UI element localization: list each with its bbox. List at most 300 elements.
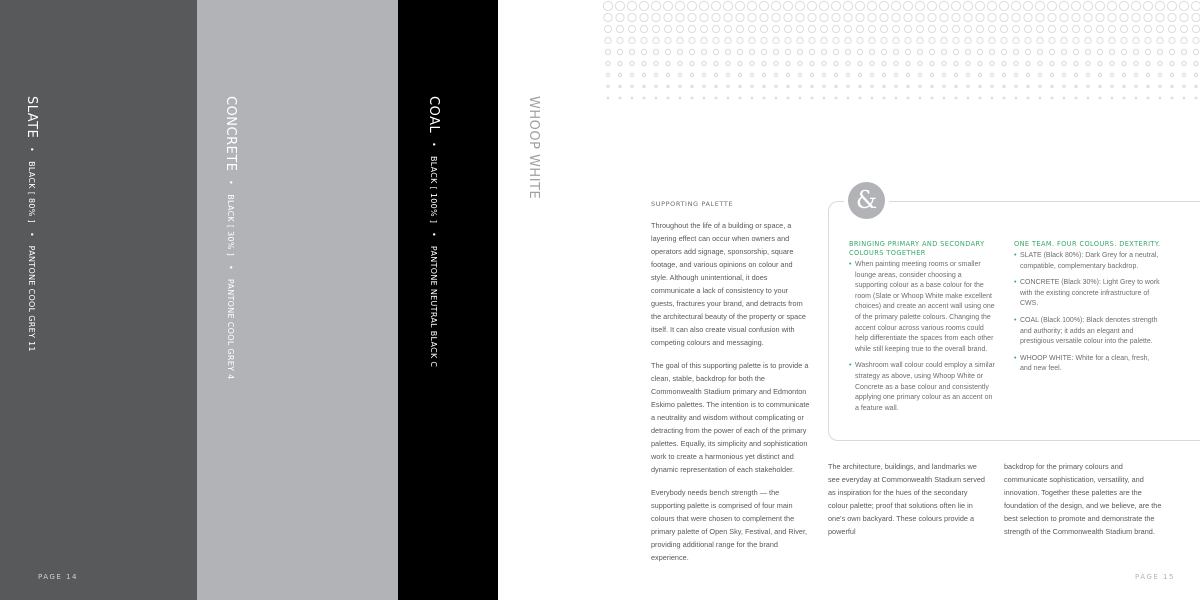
pattern-dot: [1179, 1, 1188, 10]
pattern-dot: [641, 37, 647, 43]
pattern-dot: [773, 49, 778, 54]
pattern-dot: [666, 73, 669, 76]
pattern-dot: [796, 13, 804, 21]
pattern-dot: [1111, 85, 1113, 87]
pattern-dot: [907, 85, 909, 87]
pattern-dot: [881, 49, 886, 54]
pattern-dot: [640, 13, 648, 21]
pattern-dot: [1194, 73, 1197, 76]
pattern-dot: [1193, 37, 1199, 43]
pattern-dot: [775, 97, 777, 99]
pattern-dot: [654, 73, 657, 76]
pattern-dot: [760, 13, 768, 21]
pattern-dot: [1050, 73, 1053, 76]
pattern-dot: [919, 85, 921, 87]
pattern-dot: [1096, 13, 1104, 21]
pattern-dot: [655, 97, 657, 99]
pattern-dot: [859, 97, 861, 99]
pattern-dot: [676, 13, 684, 21]
pattern-dot: [1171, 97, 1173, 99]
pattern-dot: [1131, 1, 1140, 10]
callout-heading: BRINGING PRIMARY AND SECONDARY COLOURS TOGETHER: [849, 240, 985, 257]
callout-heading: ONE TEAM. FOUR COLOURS. DEXTERITY.: [1014, 240, 1161, 248]
pattern-dot: [628, 13, 636, 21]
list-item: • COAL (Black 100%): Black denotes strength and authority; it adds an elegant and prestigious versatile colour into the palette.: [1014, 316, 1162, 348]
pattern-dot: [1168, 13, 1176, 21]
pattern-dot: [652, 13, 660, 21]
pattern-dot: [642, 73, 645, 76]
pattern-dot: [858, 73, 861, 76]
separator-dot: •: [226, 264, 235, 270]
pattern-dot: [1039, 85, 1041, 87]
pattern-dot: [677, 37, 683, 43]
pattern-dot: [787, 85, 789, 87]
pattern-dot: [1074, 73, 1077, 76]
pattern-dot: [1027, 85, 1029, 87]
pattern-dot: [737, 37, 743, 43]
pattern-dot: [882, 73, 885, 76]
pattern-dot: [1143, 1, 1152, 10]
pattern-dot: [651, 1, 660, 10]
pattern-dot: [1059, 1, 1068, 10]
pattern-dot: [953, 49, 958, 54]
pattern-dot: [738, 73, 741, 76]
pattern-dot: [809, 37, 815, 43]
pattern-dot: [810, 61, 814, 65]
pattern-dot: [930, 61, 934, 65]
pattern-dot: [750, 61, 754, 65]
pattern-dot: [1072, 13, 1080, 21]
pattern-dot: [1108, 13, 1116, 21]
pattern-dot: [820, 25, 827, 32]
pattern-dot: [1086, 73, 1089, 76]
swatch-whoop-white: [498, 0, 578, 600]
pattern-dot: [1050, 61, 1054, 65]
pattern-dot: [688, 25, 695, 32]
pattern-dot: [1169, 49, 1174, 54]
pattern-dot: [641, 49, 646, 54]
list-item: • WHOOP WHITE: White for a clean, fresh, and new feel.: [1014, 354, 1162, 375]
pattern-dot: [855, 1, 864, 10]
pattern-dot: [1038, 73, 1041, 76]
pattern-dot: [809, 49, 814, 54]
pattern-dot: [847, 97, 849, 99]
pattern-dot: [906, 73, 909, 76]
pattern-dot: [664, 25, 671, 32]
pattern-dot: [726, 73, 729, 76]
body-paragraph: backdrop for the primary colours and communicate sophistication, versatility, and innovation. Together these palettes are the foundation of the design, and we believe, are the best selection to promote and demonstrate the strength of the Commonwealth Stadium brand.: [1004, 462, 1162, 536]
pattern-dot: [1024, 25, 1031, 32]
pattern-dot: [835, 97, 837, 99]
separator-dot: •: [27, 231, 36, 237]
pattern-dot: [919, 97, 921, 99]
pattern-dot: [1063, 85, 1065, 87]
pattern-dot: [751, 85, 753, 87]
pattern-dot: [930, 73, 933, 76]
pattern-dot: [834, 73, 837, 76]
pattern-dot: [1195, 85, 1197, 87]
pattern-dot: [1159, 97, 1161, 99]
callout-left-column: [849, 240, 995, 420]
pattern-dot: [821, 49, 826, 54]
pattern-dot: [869, 37, 875, 43]
pattern-dot: [977, 37, 983, 43]
pattern-dot: [1095, 1, 1104, 10]
pattern-dot: [1135, 85, 1137, 87]
separator-dot: •: [429, 142, 438, 148]
pattern-dot: [1051, 97, 1053, 99]
swatch-spec: BLACK [ 80% ]: [27, 161, 36, 223]
pattern-dot: [953, 37, 959, 43]
pattern-dot: [857, 37, 863, 43]
pattern-dot: [869, 49, 874, 54]
pattern-dot: [1072, 25, 1079, 32]
pattern-dot: [1170, 73, 1173, 76]
pattern-dot: [726, 61, 730, 65]
pattern-dot: [1180, 25, 1187, 32]
pattern-dot: [797, 49, 802, 54]
pattern-dot: [1109, 37, 1115, 43]
pattern-dot: [677, 49, 682, 54]
pattern-dot: [1096, 25, 1103, 32]
pattern-dot: [1071, 1, 1080, 10]
pattern-dot: [1036, 25, 1043, 32]
pattern-dot: [965, 49, 970, 54]
pattern-dot: [604, 13, 612, 21]
pattern-dot: [643, 97, 645, 99]
pattern-dot: [772, 25, 779, 32]
pattern-dot: [1012, 13, 1020, 21]
pattern-dot: [1024, 13, 1032, 21]
pattern-dot: [699, 1, 708, 10]
pattern-dot: [942, 73, 945, 76]
pattern-dot: [1000, 13, 1008, 21]
pattern-dot: [966, 61, 970, 65]
pattern-dot: [627, 1, 636, 10]
pattern-dot: [928, 13, 936, 21]
pattern-dot: [654, 61, 658, 65]
pattern-dot: [775, 85, 777, 87]
pattern-dot: [856, 25, 863, 32]
pattern-dot: [1183, 85, 1185, 87]
pattern-dot: [786, 73, 789, 76]
pattern-dot: [823, 97, 825, 99]
body-paragraph: The architecture, buildings, and landmarks we see everyday at Commonwealth Stadium served as inspiration for the hues of the secondary colour palette; proof that solutions often lie in one's own backyard. These colours provide a powerful: [828, 462, 985, 536]
list-item: • CONCRETE (Black 30%): Light Grey to work with the existing concrete infrastructure of CWS.: [1014, 278, 1162, 310]
pattern-dot: [774, 73, 777, 76]
pattern-dot: [846, 61, 850, 65]
pattern-dot: [1061, 37, 1067, 43]
pattern-dot: [616, 13, 624, 21]
list-item: • Washroom wall colour could employ a similar strategy as above, using Whoop White or Concrete as a base colour and consistently applying one primary colour as an accent on a feature wall.: [849, 361, 995, 414]
callout-right-column: [1014, 240, 1162, 381]
swatch-concrete: [197, 0, 398, 600]
pattern-dot: [811, 97, 813, 99]
pattern-dot: [1110, 73, 1113, 76]
pattern-dot: [1098, 61, 1102, 65]
swatch-name: SLATE: [24, 96, 39, 139]
pattern-dot: [1001, 49, 1006, 54]
pattern-dot: [785, 37, 791, 43]
pattern-dot: [871, 85, 873, 87]
pattern-dot: [703, 97, 705, 99]
pattern-dot: [749, 37, 755, 43]
pattern-dot: [1147, 85, 1149, 87]
pattern-dot: [976, 25, 983, 32]
pattern-dot: [724, 25, 731, 32]
pattern-dot: [617, 49, 622, 54]
pattern-dot: [605, 37, 611, 43]
pattern-dot: [833, 37, 839, 43]
pattern-dot: [965, 37, 971, 43]
pattern-dot: [868, 25, 875, 32]
pattern-dot: [811, 85, 813, 87]
pattern-dot: [1120, 13, 1128, 21]
pattern-dot: [724, 13, 732, 21]
pattern-dot: [1085, 37, 1091, 43]
pattern-dot: [1180, 13, 1188, 21]
pattern-dot: [952, 13, 960, 21]
pattern-dot: [978, 61, 982, 65]
pattern-dot: [964, 25, 971, 32]
pattern-dot: [1037, 49, 1042, 54]
pattern-dot: [989, 37, 995, 43]
pattern-dot: [844, 25, 851, 32]
pattern-dot: [1099, 97, 1101, 99]
pattern-dot: [1132, 13, 1140, 21]
pattern-dot: [715, 85, 717, 87]
pattern-dot: [1087, 85, 1089, 87]
pattern-dot: [1003, 85, 1005, 87]
pattern-dot: [759, 1, 768, 10]
pattern-dot: [868, 13, 876, 21]
pattern-dot: [783, 1, 792, 10]
swatch-label-whoop-white: [526, 96, 541, 199]
pattern-dot: [990, 73, 993, 76]
pattern-dot: [832, 13, 840, 21]
pattern-dot: [1061, 49, 1066, 54]
pattern-dot: [605, 49, 610, 54]
pattern-dot: [918, 61, 922, 65]
pattern-dot: [979, 97, 981, 99]
pattern-dot: [845, 37, 851, 43]
swatch-pantone: PANTONE COOL GREY 4: [226, 278, 235, 380]
pattern-dot: [1134, 73, 1137, 76]
pattern-dot: [679, 97, 681, 99]
pattern-dot: [1122, 61, 1126, 65]
pattern-dot: [615, 1, 624, 10]
bullet-list: [849, 260, 995, 414]
pattern-dot: [1099, 85, 1101, 87]
pattern-dot: [1074, 61, 1078, 65]
pattern-dot: [1146, 61, 1150, 65]
swatch-name: CONCRETE: [223, 96, 238, 172]
pattern-dot: [991, 85, 993, 87]
pattern-dot: [630, 73, 633, 76]
pattern-dot: [881, 37, 887, 43]
pattern-dot: [1133, 49, 1138, 54]
pattern-dot: [931, 85, 933, 87]
pattern-dot: [952, 25, 959, 32]
pattern-dot: [822, 73, 825, 76]
pattern-dot: [843, 1, 852, 10]
pattern-dot: [1097, 37, 1103, 43]
pattern-dot: [988, 25, 995, 32]
pattern-dot: [736, 13, 744, 21]
pattern-dot: [990, 61, 994, 65]
swatch-label-slate: [24, 96, 39, 352]
pattern-dot: [1011, 1, 1020, 10]
pattern-dot: [665, 49, 670, 54]
pattern-dot: [918, 73, 921, 76]
pattern-dot: [1145, 37, 1151, 43]
pattern-dot: [943, 97, 945, 99]
pattern-dot: [652, 25, 659, 32]
pattern-dot: [736, 25, 743, 32]
pattern-dot: [727, 97, 729, 99]
pattern-dot: [1085, 49, 1090, 54]
pattern-dot: [1110, 61, 1114, 65]
pattern-dot: [628, 25, 635, 32]
pattern-dot: [604, 25, 611, 32]
pattern-dot: [891, 1, 900, 10]
pattern-dot: [895, 85, 897, 87]
pattern-dot: [1158, 73, 1161, 76]
pattern-dot: [798, 73, 801, 76]
pattern-dot: [748, 13, 756, 21]
pattern-dot: [904, 13, 912, 21]
pattern-dot: [616, 25, 623, 32]
pattern-dot: [687, 1, 696, 10]
pattern-dot: [905, 37, 911, 43]
pattern-dot: [701, 49, 706, 54]
pattern-dot: [1062, 73, 1065, 76]
pattern-dot: [1002, 61, 1006, 65]
pattern-dot: [955, 97, 957, 99]
pattern-dot: [1075, 97, 1077, 99]
pattern-dot: [882, 61, 886, 65]
pattern-dot: [1194, 61, 1198, 65]
pattern-dot: [666, 61, 670, 65]
pattern-dot: [606, 61, 610, 65]
pattern-dot: [823, 85, 825, 87]
pattern-dot: [870, 73, 873, 76]
pattern-dot: [1013, 49, 1018, 54]
pattern-dot: [810, 73, 813, 76]
pattern-dot: [1097, 49, 1102, 54]
pattern-dot: [856, 13, 864, 21]
pattern-dot: [1192, 13, 1200, 21]
swatch-name: WHOOP WHITE: [526, 96, 541, 200]
pattern-dot: [977, 49, 982, 54]
pattern-dot: [1060, 13, 1068, 21]
pattern-dot: [963, 1, 972, 10]
pattern-dot: [1144, 25, 1151, 32]
pattern-dot: [954, 73, 957, 76]
pattern-dot: [893, 49, 898, 54]
swatch-spec: BLACK [ 100% ]: [429, 155, 438, 224]
pattern-dot: [1063, 97, 1065, 99]
pattern-dot: [1003, 97, 1005, 99]
pattern-dot: [748, 25, 755, 32]
pattern-dot: [679, 85, 681, 87]
pattern-dot: [1170, 61, 1174, 65]
pattern-dot: [892, 25, 899, 32]
pattern-dot: [903, 1, 912, 10]
dot-pattern-graphic: [603, 0, 1200, 104]
pattern-dot: [907, 97, 909, 99]
pattern-dot: [1108, 25, 1115, 32]
pattern-dot: [917, 37, 923, 43]
pattern-dot: [1156, 25, 1163, 32]
pattern-dot: [617, 37, 623, 43]
pattern-dot: [1156, 13, 1164, 21]
pattern-dot: [1159, 85, 1161, 87]
pattern-dot: [761, 37, 767, 43]
pattern-dot: [1047, 1, 1056, 10]
list-item: • SLATE (Black 80%): Dark Grey for a neutral, compatible, complementary backdrop.: [1014, 251, 1162, 272]
pattern-dot: [702, 73, 705, 76]
pattern-dot: [1049, 37, 1055, 43]
pattern-dot: [603, 1, 612, 10]
pattern-dot: [883, 97, 885, 99]
pattern-dot: [700, 25, 707, 32]
pattern-dot: [763, 85, 765, 87]
pattern-dot: [966, 73, 969, 76]
pattern-dot: [1013, 37, 1019, 43]
pattern-dot: [751, 97, 753, 99]
pattern-dot: [1098, 73, 1101, 76]
pattern-dot: [771, 1, 780, 10]
bullet-list: [1014, 251, 1162, 375]
pattern-dot: [1001, 37, 1007, 43]
pattern-dot: [1167, 1, 1176, 10]
pattern-dot: [1120, 25, 1127, 32]
pattern-dot: [893, 37, 899, 43]
pattern-dot: [1038, 61, 1042, 65]
pattern-dot: [1084, 13, 1092, 21]
pattern-dot: [845, 49, 850, 54]
pattern-dot: [1025, 37, 1031, 43]
pattern-dot: [1014, 73, 1017, 76]
swatch-label-concrete: [223, 96, 238, 380]
pattern-dot: [1193, 49, 1198, 54]
pattern-dot: [606, 73, 609, 76]
pattern-dot: [747, 1, 756, 10]
pattern-dot: [701, 37, 707, 43]
pattern-dot: [762, 73, 765, 76]
pattern-dot: [1182, 73, 1185, 76]
pattern-dot: [737, 49, 742, 54]
pattern-dot: [835, 85, 837, 87]
swatch-pantone: PANTONE COOL GREY 11: [27, 245, 36, 352]
pattern-dot: [951, 1, 960, 10]
swatch-slate: [0, 0, 197, 600]
pattern-dot: [735, 1, 744, 10]
pattern-dot: [702, 61, 706, 65]
pattern-dot: [1134, 61, 1138, 65]
pattern-dot: [667, 97, 669, 99]
pattern-dot: [749, 49, 754, 54]
pattern-dot: [631, 97, 633, 99]
pattern-dot: [797, 37, 803, 43]
pattern-dot: [690, 61, 694, 65]
pattern-dot: [667, 85, 669, 87]
pattern-dot: [1025, 49, 1030, 54]
pattern-dot: [895, 97, 897, 99]
pattern-dot: [870, 61, 874, 65]
pattern-dot: [964, 13, 972, 21]
